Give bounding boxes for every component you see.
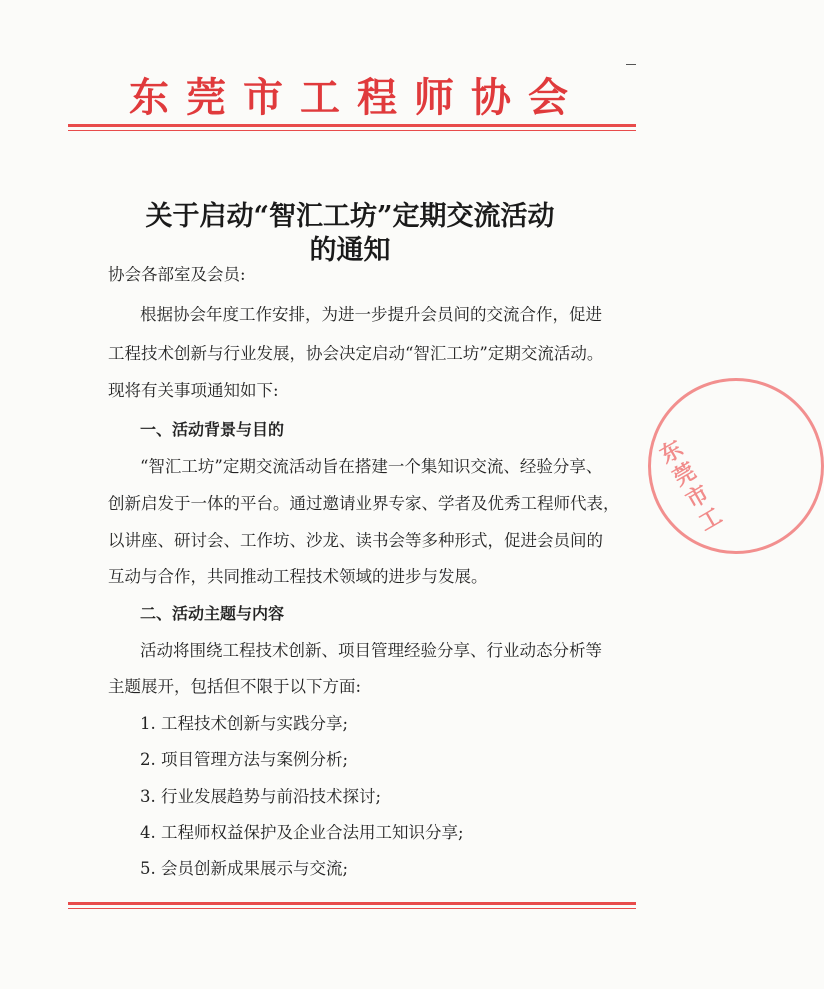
official-seal-icon xyxy=(648,378,824,554)
section2-line-2: 主题展开，包括但不限于以下方面: xyxy=(108,677,362,696)
intro-line-3: 现将有关事项通知如下: xyxy=(108,381,279,400)
list-item: 3. 行业发展趋势与前沿技术探讨; xyxy=(140,787,382,806)
list-item: 4. 工程师权益保护及企业合法用工知识分享; xyxy=(140,823,464,842)
header-rule-thick xyxy=(68,124,636,127)
document-title-line2: 的通知 xyxy=(309,235,391,266)
corner-mark xyxy=(626,64,636,65)
header-rule-thin xyxy=(68,130,636,131)
list-item: 5. 会员创新成果展示与交流; xyxy=(140,859,349,878)
section-heading-topics: 二、活动主题与内容 xyxy=(140,604,285,623)
section-heading-background: 一、活动背景与目的 xyxy=(140,420,285,439)
intro-line-2: 工程技术创新与行业发展，协会决定启动“智汇工坊”定期交流活动。 xyxy=(108,344,604,363)
document-title-line1: 关于启动“智汇工坊”定期交流活动 xyxy=(145,201,555,232)
list-item: 1. 工程技术创新与实践分享; xyxy=(140,714,349,733)
section1-line-2: 创新启发于一体的平台。通过邀请业界专家、学者及优秀工程师代表， xyxy=(108,494,620,513)
section1-line-3: 以讲座、研讨会、工作坊、沙龙、读书会等多种形式，促进会员间的 xyxy=(108,531,603,550)
section2-line-1: 活动将围绕工程技术创新、项目管理经验分享、行业动态分析等 xyxy=(140,641,602,660)
intro-line-1: 根据协会年度工作安排，为进一步提升会员间的交流合作，促进 xyxy=(140,305,602,324)
seal-text: 东莞市工 xyxy=(652,435,728,539)
organization-name: 东莞市工程师协会 xyxy=(129,74,585,121)
list-item: 2. 项目管理方法与案例分析; xyxy=(140,750,349,769)
section1-line-4: 互动与合作，共同推动工程技术领域的进步与发展。 xyxy=(108,567,488,586)
salutation: 协会各部室及会员: xyxy=(108,265,246,284)
footer-rule-thin xyxy=(68,908,636,909)
footer-rule-thick xyxy=(68,902,636,905)
section1-line-1: “智汇工坊”定期交流活动旨在搭建一个集知识交流、经验分享、 xyxy=(140,457,603,476)
